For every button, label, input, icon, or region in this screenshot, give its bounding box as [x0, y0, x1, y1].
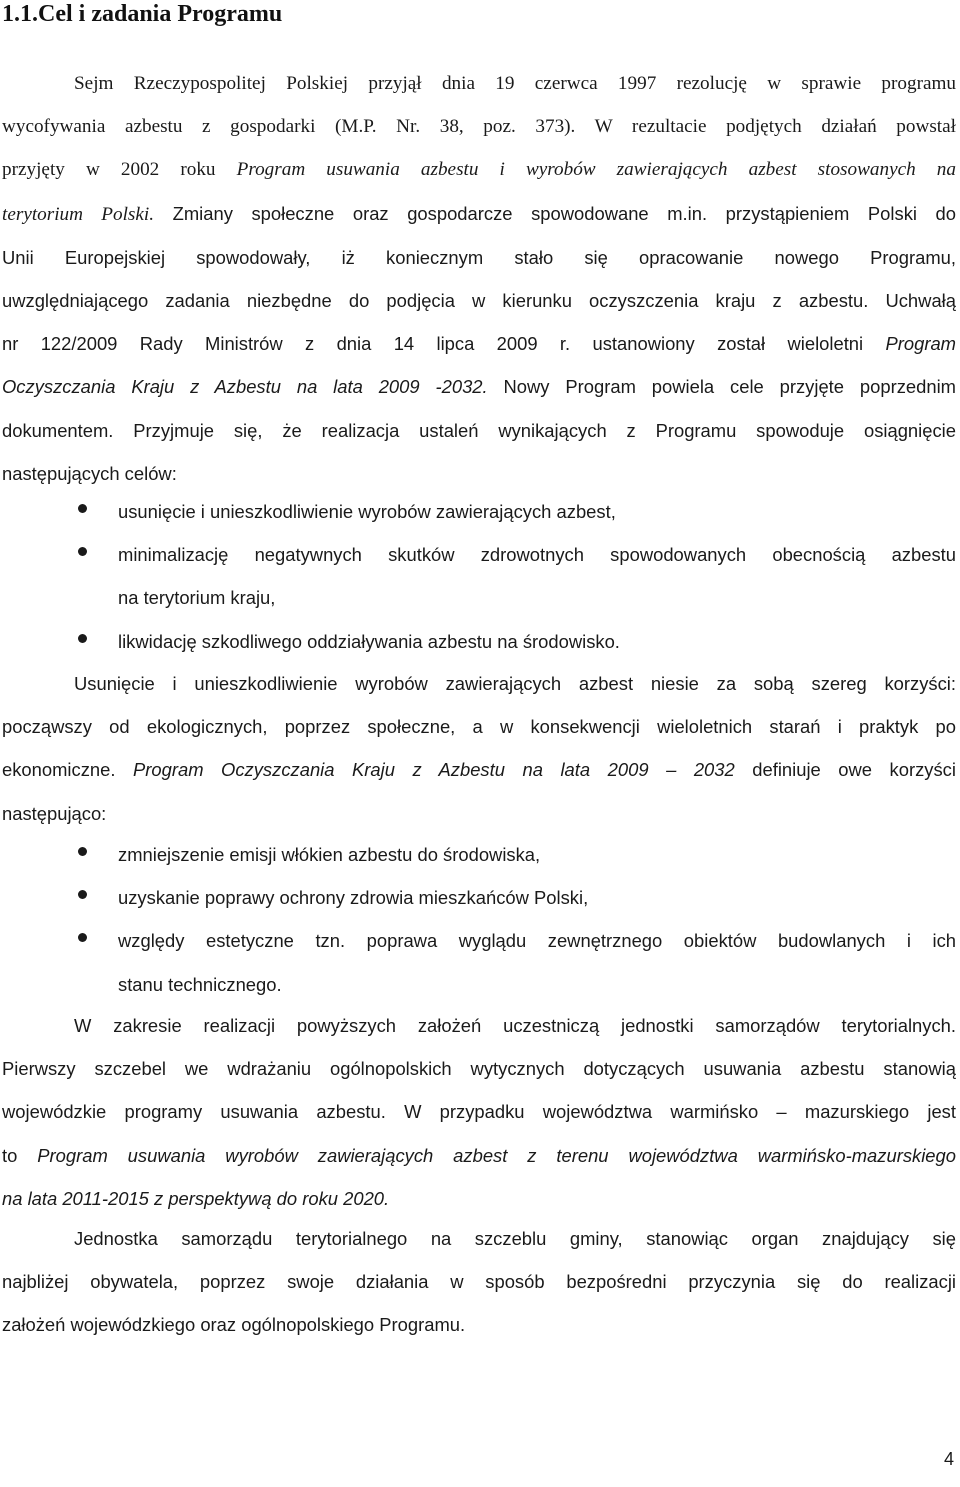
text-line: ekonomiczne. Program Oczyszczania Kraju z Azbestu na lata 2009 – 2032 definiuje owe korzyści [2, 759, 956, 781]
text-line: dokumentem. Przyjmuje się, że realizacja ustaleń wynikających z Programu spowoduje osiągnięcie [2, 419, 956, 441]
bullet-icon [78, 504, 87, 513]
text-line: wycofywania azbestu z gospodarki (M.P. Nr. 38, poz. 373). W rezultacie podjętych działań powstał [2, 116, 956, 138]
text-line: nr 122/2009 Rady Ministrów z dnia 14 lipca 2009 r. ustanowiony został wieloletni Program [2, 333, 956, 355]
text-line: Jednostka samorządu terytorialnego na szczeblu gminy, stanowiąc organ znajdujący się [74, 1228, 956, 1249]
paragraph-benefits-intro [2, 662, 956, 835]
bullet-icon [78, 933, 87, 942]
benefits-list [0, 833, 960, 1006]
text-line: następujących celów: [2, 462, 177, 484]
text-line: Sejm Rzeczypospolitej Polskiej przyjął dnia 19 czerwca 1997 rezolucję w sprawie programu [74, 73, 956, 94]
text-line: terytorium Polski. Zmiany społeczne oraz gospodarcze spowodowane m.in. przystąpieniem Polski do [2, 202, 956, 225]
program-title: Program Oczyszczania Kraju z Azbestu na lata 2009 – 2032 [133, 759, 735, 781]
text-line: to Program usuwania wyrobów zawierających azbest z terenu województwa warmińsko-mazurskiego [2, 1144, 956, 1166]
list-item: minimalizację negatywnych skutków zdrowotnych spowodowanych obecnością azbestu na terytorium kraju, [0, 533, 956, 619]
program-title: Program [885, 333, 956, 355]
text-line: przyjęty w 2002 roku Program usuwania azbestu i wyrobów zawierających azbest stosowanych na [2, 159, 956, 181]
text-line: Usunięcie i unieszkodliwienie wyrobów zawierających azbest niesie za sobą szereg korzyści: [74, 673, 956, 694]
program-title: terytorium Polski. [2, 203, 155, 225]
text-line: następująco: [2, 802, 107, 824]
text-line: Unii Europejskiej spowodowały, iż koniecznym stało się opracowanie nowego Programu, [2, 246, 956, 268]
text-line: najbliżej obywatela, poprzez swoje działania w sposób bezpośredni przyczynia się do realizacji [2, 1271, 956, 1293]
text-line: Oczyszczania Kraju z Azbestu na lata 2009 -2032. Nowy Program powiela cele przyjęte poprzednim [2, 376, 956, 398]
text-line: uwzględniającego zadania niezbędne do podjęcia w kierunku oczyszczenia kraju z azbestu. Uchwałą [2, 290, 956, 312]
bullet-icon [78, 547, 87, 556]
text-line: począwszy od ekologicznych, poprzez społeczne, a w konsekwencji wieloletnich starań i praktyk po [2, 716, 956, 738]
program-title: Oczyszczania Kraju z Azbestu na lata 2009 -2032. [2, 376, 488, 398]
list-item: likwidację szkodliwego oddziaływania azbestu na środowisko. [0, 620, 956, 663]
page-number: 4 [943, 1449, 954, 1469]
section-heading: 1.1.Cel i zadania Programu [2, 1, 283, 27]
bullet-icon [78, 634, 87, 643]
program-title: Program usuwania azbestu i wyrobów zawierających azbest stosowanych na [236, 159, 956, 181]
text-line: Pierwszy szczebel we wdrażaniu ogólnopolskich wytycznych dotyczących usuwania azbestu stanowią [2, 1058, 956, 1080]
text-line: założeń wojewódzkiego oraz ogólnopolskiego Programu. [2, 1314, 466, 1336]
program-title: Program usuwania wyrobów zawierających azbest z terenu województwa warmińsko-mazurskiego [37, 1144, 956, 1166]
list-item: względy estetyczne tzn. poprawa wyglądu zewnętrznego obiektów budowlanych i ich stanu technicznego. [0, 919, 956, 1005]
list-item: usunięcie i unieszkodliwienie wyrobów zawierających azbest, [0, 490, 956, 533]
paragraph-implementation [2, 1004, 956, 1220]
list-item: uzyskanie poprawy ochrony zdrowia mieszkańców Polski, [0, 876, 956, 919]
list-item: zmniejszenie emisji włókien azbestu do środowiska, [0, 833, 956, 876]
program-title: na lata 2011-2015 z perspektywą do roku 2020. [2, 1187, 390, 1209]
goals-list [0, 490, 960, 663]
text-line [2, 1177, 956, 1220]
bullet-icon [78, 847, 87, 856]
text-line: W zakresie realizacji powyższych założeń uczestniczą jednostki samorządów terytorialnych. [74, 1015, 956, 1036]
paragraph-intro [2, 62, 956, 495]
text-line: wojewódzkie programy usuwania azbestu. W przypadku województwa warmińsko – mazurskiego jest [2, 1101, 956, 1123]
paragraph-municipality [2, 1217, 956, 1347]
bullet-icon [78, 890, 87, 899]
